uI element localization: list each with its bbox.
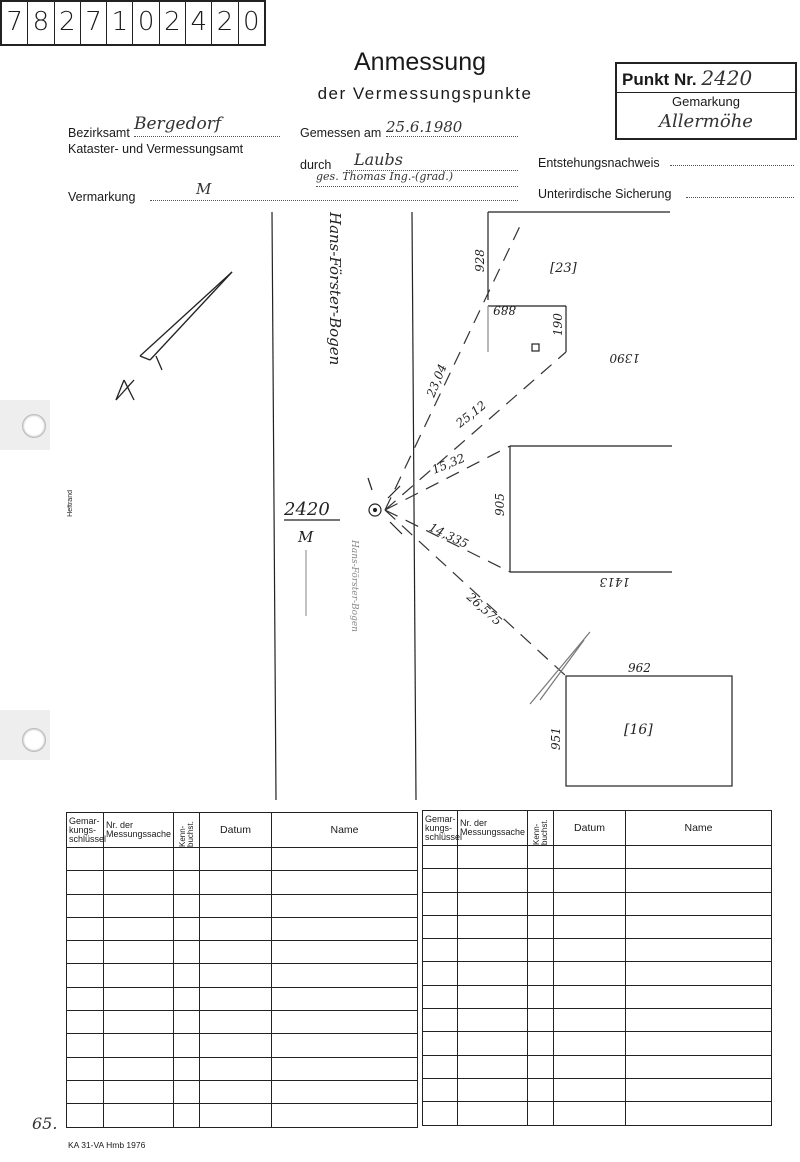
table-cell xyxy=(104,1057,174,1080)
table-cell xyxy=(174,1104,200,1127)
measure-889: 889 xyxy=(493,303,516,317)
kataster-label: Kataster- und Vermessungsamt xyxy=(68,142,244,156)
table-cell xyxy=(67,941,104,964)
measure-1532: 15,32 xyxy=(429,450,467,477)
table-cell xyxy=(423,1078,458,1101)
table-cell xyxy=(554,1032,626,1055)
building-16-label: [16] xyxy=(624,722,653,738)
table-row xyxy=(67,1057,418,1080)
table-cell xyxy=(200,1011,272,1034)
table-cell xyxy=(200,917,272,940)
table-cell xyxy=(174,848,200,871)
table-row xyxy=(67,941,418,964)
header-name: Name xyxy=(272,813,418,848)
table-cell xyxy=(174,871,200,894)
table-cell xyxy=(104,917,174,940)
table-cell xyxy=(528,869,554,892)
table-cell xyxy=(200,871,272,894)
table-cell xyxy=(104,941,174,964)
table-cell xyxy=(528,1078,554,1101)
table-row xyxy=(67,917,418,940)
table-cell xyxy=(174,1011,200,1034)
table-cell xyxy=(67,1011,104,1034)
table-row xyxy=(423,1032,772,1055)
table-cell xyxy=(626,892,772,915)
gemessen-label: Gemessen am xyxy=(300,126,382,140)
code-digit: 2 xyxy=(212,2,238,44)
table-cell xyxy=(458,1078,528,1101)
table-cell xyxy=(458,869,528,892)
annotation-arrow xyxy=(530,632,590,704)
table-row xyxy=(423,1055,772,1078)
table-row xyxy=(423,1078,772,1101)
table-cell xyxy=(272,848,418,871)
gemarkung-label: Gemarkung xyxy=(672,94,740,109)
unterirdisch-label: Unterirdische Sicherung xyxy=(538,187,672,201)
table-row xyxy=(67,1080,418,1103)
durch-value-2: ges. Thomas Ing.-(grad.) xyxy=(316,170,518,187)
header-name: Name xyxy=(626,811,772,846)
table-cell xyxy=(272,894,418,917)
table-cell xyxy=(626,1032,772,1055)
table-row xyxy=(67,987,418,1010)
table-cell xyxy=(458,1055,528,1078)
table-cell xyxy=(200,1034,272,1057)
table-cell xyxy=(272,1080,418,1103)
table-row xyxy=(67,1034,418,1057)
bezirksamt-label: Bezirksamt xyxy=(68,126,130,140)
table-row xyxy=(423,1009,772,1032)
table-row xyxy=(67,964,418,987)
table-cell xyxy=(554,915,626,938)
table-cell xyxy=(458,1009,528,1032)
road-line-left xyxy=(272,212,276,800)
table-cell xyxy=(423,962,458,985)
table-row xyxy=(67,894,418,917)
table-cell xyxy=(626,915,772,938)
north-arrow-icon xyxy=(116,272,232,400)
point-number-label: 2420 xyxy=(284,499,330,520)
table-cell xyxy=(104,894,174,917)
table-cell xyxy=(272,871,418,894)
table-cell xyxy=(104,964,174,987)
table-cell xyxy=(200,848,272,871)
code-digit: 0 xyxy=(133,2,159,44)
table-cell xyxy=(174,1057,200,1080)
bezirksamt-value: Bergedorf xyxy=(134,114,280,137)
table-cell xyxy=(458,985,528,1008)
table-cell xyxy=(528,846,554,869)
table-cell xyxy=(458,939,528,962)
table-row xyxy=(423,892,772,915)
durch-label: durch xyxy=(300,158,332,172)
tick xyxy=(390,522,402,534)
table-cell xyxy=(554,892,626,915)
point-mark-label: M xyxy=(298,528,314,546)
table-cell xyxy=(104,987,174,1010)
header-datum: Datum xyxy=(554,811,626,846)
table-cell xyxy=(67,848,104,871)
table-cell xyxy=(423,846,458,869)
table-cell xyxy=(174,1080,200,1103)
tick xyxy=(388,486,400,498)
page-subtitle: der Vermessungspunkte xyxy=(317,84,533,103)
header-kenn xyxy=(174,813,200,848)
table-cell xyxy=(67,1080,104,1103)
table-cell xyxy=(272,1034,418,1057)
table-cell xyxy=(554,962,626,985)
table-cell xyxy=(423,939,458,962)
table-cell xyxy=(67,917,104,940)
table-cell xyxy=(423,1055,458,1078)
table-cell xyxy=(528,985,554,1008)
table-cell xyxy=(174,964,200,987)
table-cell xyxy=(423,1032,458,1055)
table-row xyxy=(67,1104,418,1127)
code-digit: 0 xyxy=(243,7,260,37)
table-row xyxy=(423,846,772,869)
table-cell xyxy=(528,892,554,915)
measure-1390: 1390 xyxy=(609,351,640,365)
building-23-label: [23] xyxy=(550,261,577,276)
table-cell xyxy=(423,915,458,938)
table-cell xyxy=(626,846,772,869)
street-name-faint: Hans-Förster-Bogen xyxy=(349,540,359,632)
table-cell xyxy=(272,1104,418,1127)
table-cell xyxy=(626,1055,772,1078)
header-nr: Nr. der Messungssache xyxy=(104,813,174,848)
table-cell xyxy=(67,1057,104,1080)
table-row xyxy=(67,1011,418,1034)
measure-ray xyxy=(385,352,566,510)
header-kenn xyxy=(528,811,554,846)
table-row xyxy=(423,1102,772,1125)
heftrand-label: Heftrand xyxy=(67,490,74,517)
table-cell xyxy=(272,987,418,1010)
table-cell xyxy=(423,892,458,915)
form-code: KA 31-VA Hmb 1976 xyxy=(68,1140,146,1150)
table-cell xyxy=(554,846,626,869)
table-cell xyxy=(200,941,272,964)
header-kenn-text: Kenn-buchst. xyxy=(177,821,195,847)
measure-2304: 23,04 xyxy=(423,362,450,400)
table-cell xyxy=(528,1032,554,1055)
table-row xyxy=(67,871,418,894)
code-digit: 4 xyxy=(186,2,212,44)
table-cell xyxy=(174,917,200,940)
page-mark: 65. xyxy=(32,1114,58,1133)
code-digit: 1 xyxy=(107,2,133,44)
table-cell xyxy=(626,985,772,1008)
header-gemarkung: Gemar-kungs-schlüssel xyxy=(423,811,458,846)
measure-26575: 26,575 xyxy=(463,589,505,629)
vermarkung-value: M xyxy=(150,180,518,201)
table-cell xyxy=(272,1057,418,1080)
code-digit: 7 xyxy=(2,2,28,44)
road-line-right xyxy=(412,212,416,800)
table-cell xyxy=(554,939,626,962)
street-name: Hans-Förster-Bogen xyxy=(326,212,344,366)
table-cell xyxy=(67,894,104,917)
tick xyxy=(368,478,372,490)
table-cell xyxy=(528,939,554,962)
table-cell xyxy=(528,962,554,985)
header-gemarkung: Gemar-kungs-schlüssel xyxy=(67,813,104,848)
table-cell xyxy=(626,962,772,985)
header-datum: Datum xyxy=(200,813,272,848)
gemessen-value: 25.6.1980 xyxy=(386,118,518,137)
table-row xyxy=(67,848,418,871)
table-cell xyxy=(67,1034,104,1057)
punkt-value: 2420 xyxy=(701,66,753,90)
table-cell xyxy=(554,1009,626,1032)
table-cell xyxy=(174,894,200,917)
table-cell xyxy=(67,871,104,894)
table-cell xyxy=(554,985,626,1008)
marker-square xyxy=(532,344,539,351)
vermarkung-label: Vermarkung xyxy=(68,190,136,204)
table-cell xyxy=(174,987,200,1010)
table-cell xyxy=(626,939,772,962)
table-cell xyxy=(458,962,528,985)
table-cell xyxy=(272,941,418,964)
measure-14335: 14,335 xyxy=(426,520,471,552)
table-cell xyxy=(104,1080,174,1103)
gemarkung-value: Allermöhe xyxy=(659,111,753,132)
table-row xyxy=(423,939,772,962)
table-cell xyxy=(200,1057,272,1080)
table-cell xyxy=(67,987,104,1010)
register-table-left xyxy=(66,812,418,1128)
annotation-arrow xyxy=(540,640,584,700)
table-cell xyxy=(554,1055,626,1078)
table-cell xyxy=(554,1102,626,1125)
table-cell xyxy=(104,871,174,894)
table-cell xyxy=(458,1102,528,1125)
page-title: Anmessung xyxy=(353,48,487,76)
table-cell xyxy=(174,941,200,964)
measure-905: 905 xyxy=(493,493,507,516)
table-cell xyxy=(272,917,418,940)
table-cell xyxy=(458,1032,528,1055)
table-cell xyxy=(528,1009,554,1032)
table-row xyxy=(423,962,772,985)
entstehung-label: Entstehungsnachweis xyxy=(538,156,660,170)
table-cell xyxy=(104,1011,174,1034)
table-row xyxy=(423,915,772,938)
measure-2512: 25,12 xyxy=(453,398,489,431)
register-table-right xyxy=(422,810,772,1126)
table-cell xyxy=(626,1102,772,1125)
measure-951: 951 xyxy=(549,727,563,750)
table-cell xyxy=(200,1104,272,1127)
table-cell xyxy=(104,1104,174,1127)
table-cell xyxy=(423,1102,458,1125)
table-cell xyxy=(104,1034,174,1057)
code-digit: 7 xyxy=(81,2,107,44)
table-cell xyxy=(554,1078,626,1101)
table-cell xyxy=(200,1080,272,1103)
table-row xyxy=(423,985,772,1008)
punkt-label: Punkt Nr. xyxy=(622,70,697,89)
table-cell xyxy=(104,848,174,871)
table-cell xyxy=(200,964,272,987)
table-cell xyxy=(200,894,272,917)
table-cell xyxy=(67,964,104,987)
table-cell xyxy=(458,892,528,915)
measure-190: 190 xyxy=(551,313,565,336)
code-digit: 2 xyxy=(160,2,186,44)
header-nr: Nr. der Messungssache xyxy=(458,811,528,846)
table-header-row xyxy=(67,813,418,848)
table-cell xyxy=(458,846,528,869)
table-cell xyxy=(626,1078,772,1101)
table-row xyxy=(423,869,772,892)
table-cell xyxy=(554,869,626,892)
table-cell xyxy=(272,964,418,987)
code-digit: 8 xyxy=(28,2,54,44)
table-cell xyxy=(626,1009,772,1032)
header-kenn-text: Kenn-buchst. xyxy=(531,819,549,845)
table-cell xyxy=(272,1011,418,1034)
code-digit: 2 xyxy=(55,2,81,44)
table-cell xyxy=(423,869,458,892)
durch-value: Laubs xyxy=(346,150,518,171)
table-cell xyxy=(423,985,458,1008)
table-cell xyxy=(423,1009,458,1032)
measure-1413: 1413 xyxy=(599,575,630,589)
table-cell xyxy=(626,869,772,892)
table-cell xyxy=(528,1055,554,1078)
table-cell xyxy=(528,1102,554,1125)
measure-928: 928 xyxy=(473,249,487,272)
table-cell xyxy=(458,915,528,938)
table-cell xyxy=(174,1034,200,1057)
point-center xyxy=(374,509,377,512)
measure-962: 962 xyxy=(628,661,651,675)
table-cell xyxy=(67,1104,104,1127)
table-cell xyxy=(200,987,272,1010)
table-cell xyxy=(528,915,554,938)
table-header-row xyxy=(423,811,772,846)
